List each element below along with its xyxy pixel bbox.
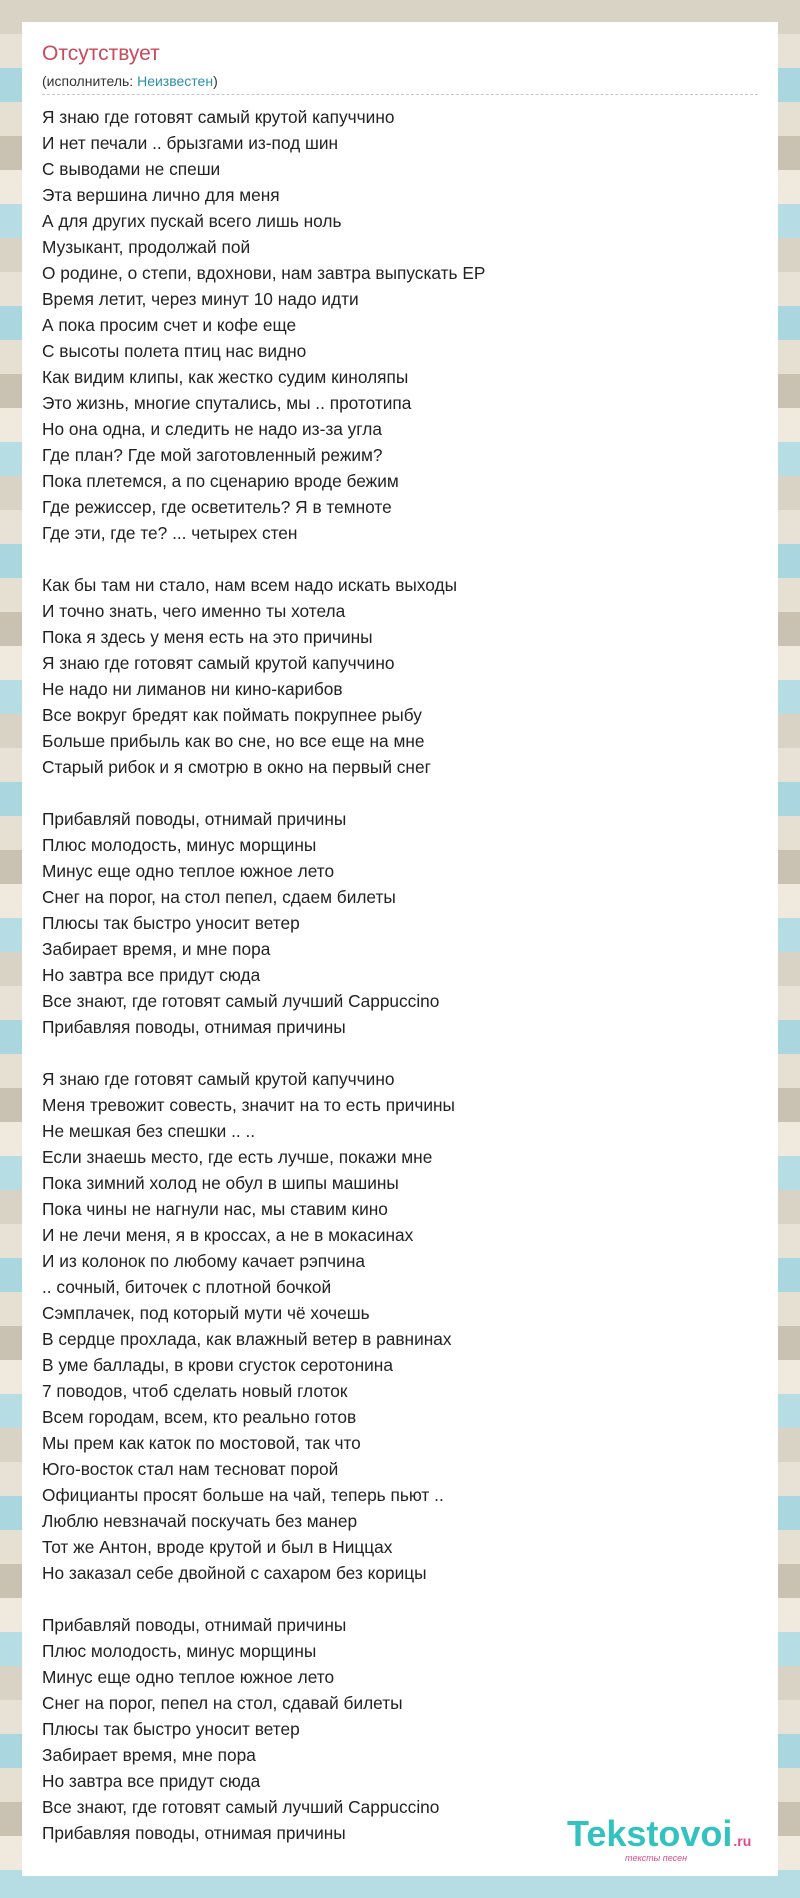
site-logo[interactable]: [567, 1813, 757, 1866]
artist-line: [42, 73, 218, 89]
lyric-line: Старый рибок и я смотрю в окно на первый снег: [42, 757, 431, 777]
lyric-line: Я знаю где готовят самый крутой капуччино: [42, 1069, 395, 1089]
lyrics-stanza: [42, 104, 758, 546]
lyric-line: Прибавляй поводы, отнимай причины: [42, 809, 347, 829]
lyrics-stanza: [42, 1066, 758, 1586]
lyrics-stanza: [42, 806, 758, 1040]
title-divider: [42, 94, 758, 95]
lyric-line: Минус еще одно теплое южное лето: [42, 1667, 335, 1687]
lyric-line: А для других пускай всего лишь ноль: [42, 211, 342, 231]
lyric-line: Это жизнь, многие спутались, мы .. прототипа: [42, 393, 412, 413]
lyric-line: Тот же Антон, вроде крутой и был в Ниццах: [42, 1537, 393, 1557]
lyric-line: Прибавляй поводы, отнимай причины: [42, 1615, 347, 1635]
lyric-line: Где план? Где мой заготовленный режим?: [42, 445, 383, 465]
lyric-line: Больше прибыль как во сне, но все еще на мне: [42, 731, 425, 751]
lyric-line: Но она одна, и следить не надо из-за угла: [42, 419, 382, 439]
lyric-line: Но завтра все придут сюда: [42, 1771, 261, 1791]
lyric-line: Где эти, где те? ... четырех стен: [42, 523, 298, 543]
logo-tagline: тексты песен: [625, 1853, 688, 1863]
lyric-line: Плюсы так быстро уносит ветер: [42, 1719, 300, 1739]
lyric-line: Юго-восток стал нам тесноват порой: [42, 1459, 339, 1479]
lyric-line: Минус еще одно теплое южное лето: [42, 861, 335, 881]
lyric-line: О родине, о степи, вдохнови, нам завтра выпускать EP: [42, 263, 486, 283]
lyric-line: Снег на порог, на стол пепел, сдаем билеты: [42, 887, 396, 907]
lyric-line: Но заказал себе двойной с сахаром без корицы: [42, 1563, 427, 1583]
lyric-line: Я знаю где готовят самый крутой капуччино: [42, 107, 395, 127]
logo-name: Tekstovoi: [567, 1813, 733, 1854]
lyric-line: .. сочный, биточек с плотной бочкой: [42, 1277, 332, 1297]
lyric-line: И не лечи меня, я в кроссах, а не в мокасинах: [42, 1225, 414, 1245]
lyric-line: Где режиссер, где осветитель? Я в темноте: [42, 497, 392, 517]
lyrics-stanza: [42, 572, 758, 780]
lyric-line: Все вокруг бредят как поймать покрупнее рыбу: [42, 705, 422, 725]
lyric-line: Не мешкая без спешки .. ..: [42, 1121, 256, 1141]
lyric-line: В уме баллады, в крови сгусток серотонина: [42, 1355, 393, 1375]
lyric-line: С выводами не спеши: [42, 159, 221, 179]
lyric-line: Плюсы так быстро уносит ветер: [42, 913, 300, 933]
lyric-line: Пока плетемся, а по сценарию вроде бежим: [42, 471, 399, 491]
artist-prefix: (исполнитель:: [42, 73, 138, 89]
lyric-line: Плюс молодость, минус морщины: [42, 1641, 317, 1661]
lyric-line: Меня тревожит совесть, значит на то есть причины: [42, 1095, 455, 1115]
lyric-line: Но завтра все придут сюда: [42, 965, 261, 985]
lyric-line: Забирает время, мне пора: [42, 1745, 256, 1765]
lyric-line: Прибавляя поводы, отнимая причины: [42, 1017, 346, 1037]
lyric-line: Не надо ни лиманов ни кино-карибов: [42, 679, 343, 699]
lyric-line: И из колонок по любому качает рэпчина: [42, 1251, 365, 1271]
lyric-line: Прибавляя поводы, отнимая причины: [42, 1823, 346, 1843]
lyric-line: Люблю невзначай поскучать без манер: [42, 1511, 358, 1531]
lyric-line: 7 поводов, чтоб сделать новый глоток: [42, 1381, 348, 1401]
lyric-line: Если знаешь место, где есть лучше, покажи мне: [42, 1147, 433, 1167]
lyric-line: Как бы там ни стало, нам всем надо искать выходы: [42, 575, 458, 595]
lyric-line: И нет печали .. брызгами из-под шин: [42, 133, 339, 153]
lyric-line: Забирает время, и мне пора: [42, 939, 271, 959]
artist-suffix: ): [213, 73, 218, 89]
song-title: Отсутствует: [42, 42, 160, 65]
artist-link[interactable]: Неизвестен: [137, 73, 214, 89]
lyric-line: Всем городам, всем, кто реально готов: [42, 1407, 357, 1427]
lyric-line: И точно знать, чего именно ты хотела: [42, 601, 346, 621]
lyric-line: Снег на порог, пепел на стол, сдавай билеты: [42, 1693, 403, 1713]
lyric-line: Официанты просят больше на чай, теперь пьют ..: [42, 1485, 444, 1505]
lyric-line: Эта вершина лично для меня: [42, 185, 280, 205]
lyric-line: Как видим клипы, как жестко судим киноляпы: [42, 367, 409, 387]
lyric-line: Пока я здесь у меня есть на это причины: [42, 627, 373, 647]
lyric-line: Все знают, где готовят самый лучший Cappuccino: [42, 1797, 440, 1817]
lyrics-text: [42, 104, 758, 1846]
lyrics-card: [22, 22, 778, 1876]
lyrics-stanza: [42, 1612, 758, 1846]
lyric-line: Сэмплачек, под который мути чё хочешь: [42, 1303, 370, 1323]
lyric-line: Пока зимний холод не обул в шипы машины: [42, 1173, 399, 1193]
lyric-line: Плюс молодость, минус морщины: [42, 835, 317, 855]
lyric-line: Я знаю где готовят самый крутой капуччино: [42, 653, 395, 673]
logo-domain: .ru: [733, 1833, 752, 1849]
lyric-line: Пока чины не нагнули нас, мы ставим кино: [42, 1199, 388, 1219]
lyric-line: Музыкант, продолжай пой: [42, 237, 251, 257]
lyric-line: С высоты полета птиц нас видно: [42, 341, 307, 361]
lyric-line: Мы прем как каток по мостовой, так что: [42, 1433, 361, 1453]
lyric-line: В сердце прохлада, как влажный ветер в равнинах: [42, 1329, 452, 1349]
lyric-line: Время летит, через минут 10 надо идти: [42, 289, 359, 309]
lyric-line: А пока просим счет и кофе еще: [42, 315, 297, 335]
lyric-line: Все знают, где готовят самый лучший Cappuccino: [42, 991, 440, 1011]
